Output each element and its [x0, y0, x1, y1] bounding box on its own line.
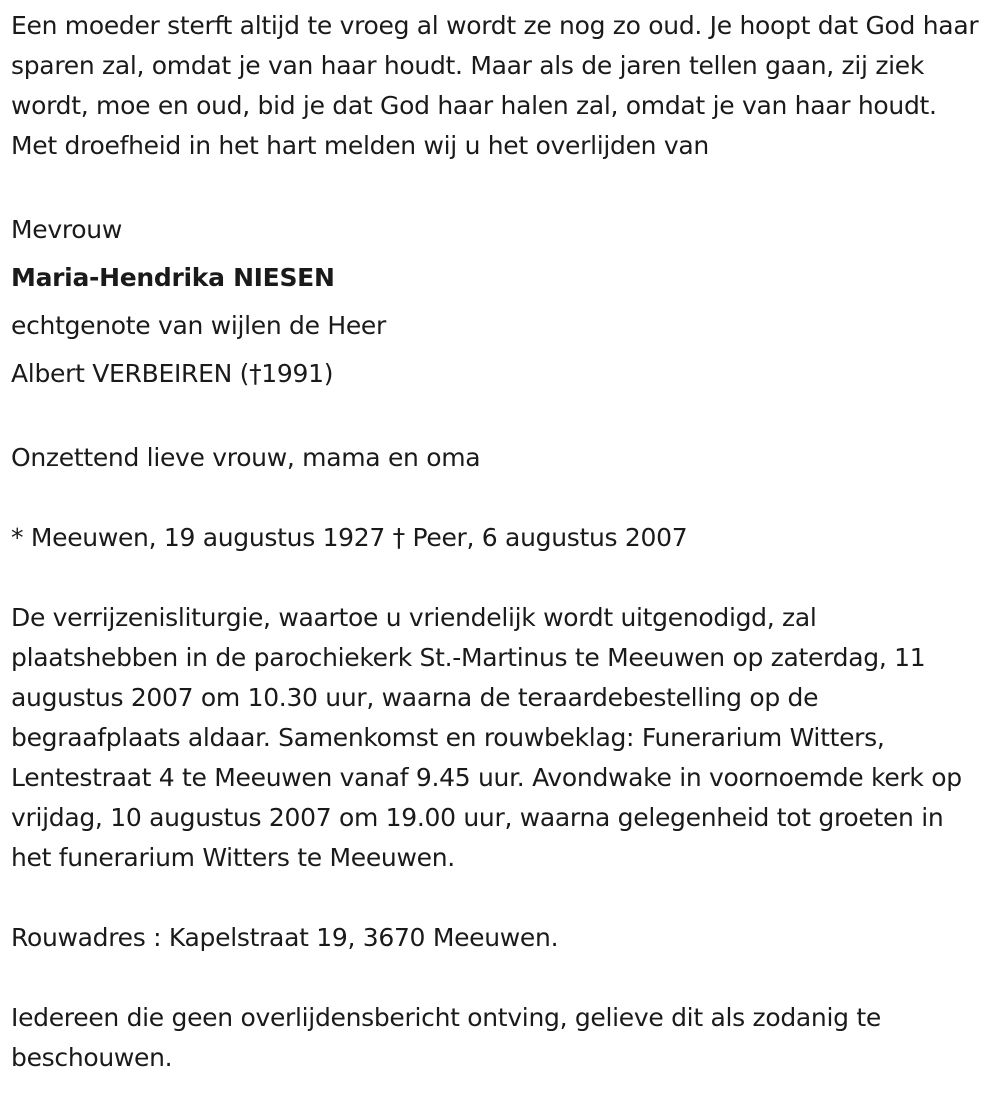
spacer	[11, 558, 986, 598]
deceased-name: Maria-Hendrika NIESEN	[11, 263, 335, 292]
funeral-details: De verrijzenisliturgie, waartoe u vriendelijk wordt uitgenodigd, zal plaatshebben in de parochiekerk St.-Martinus te Meeuwen op zaterdag, 11 augustus 2007 om 10.30 uur, waarna de teraardebestelling op de begraafplaats aldaar. Samenkomst en rouwbeklag: Funerarium Witters, Lentestraat 4 te Meeuwen vanaf 9.45 uur. Avondwake in voornoemde kerk op vrijdag, 10 augustus 2007 om 19.00 uur, waarna gelegenheid tot groeten in het funerarium Witters te Meeuwen.	[11, 603, 962, 872]
intro-text: Een moeder sterft altijd te vroeg al wordt ze nog zo oud. Je hoopt dat God haar sparen zal, omdat je van haar houdt. Maar als de jaren tellen gaan, zij ziek wordt, moe en oud, bid je dat God haar halen zal, omdat je van haar houdt. Met droefheid in het hart melden wij u het overlijden van	[11, 11, 979, 160]
spacer	[11, 166, 986, 206]
spacer	[11, 958, 986, 998]
closing-note: Iedereen die geen overlijdensbericht ontving, gelieve dit als zodanig te beschouwen.	[11, 1003, 881, 1072]
spouse-line-2: Albert VERBEIREN (†1991)	[11, 359, 334, 388]
honorific: Mevrouw	[11, 215, 122, 244]
spouse-line-1: echtgenote van wijlen de Heer	[11, 311, 386, 340]
death-notice	[11, 6, 986, 1078]
mourning-address: Rouwadres : Kapelstraat 19, 3670 Meeuwen.	[11, 923, 559, 952]
spacer	[11, 878, 986, 918]
spacer	[11, 398, 986, 438]
spacer	[11, 478, 986, 518]
tribute-text: Onzettend lieve vrouw, mama en oma	[11, 443, 481, 472]
birth-death-dates: * Meeuwen, 19 augustus 1927 † Peer, 6 augustus 2007	[11, 523, 688, 552]
